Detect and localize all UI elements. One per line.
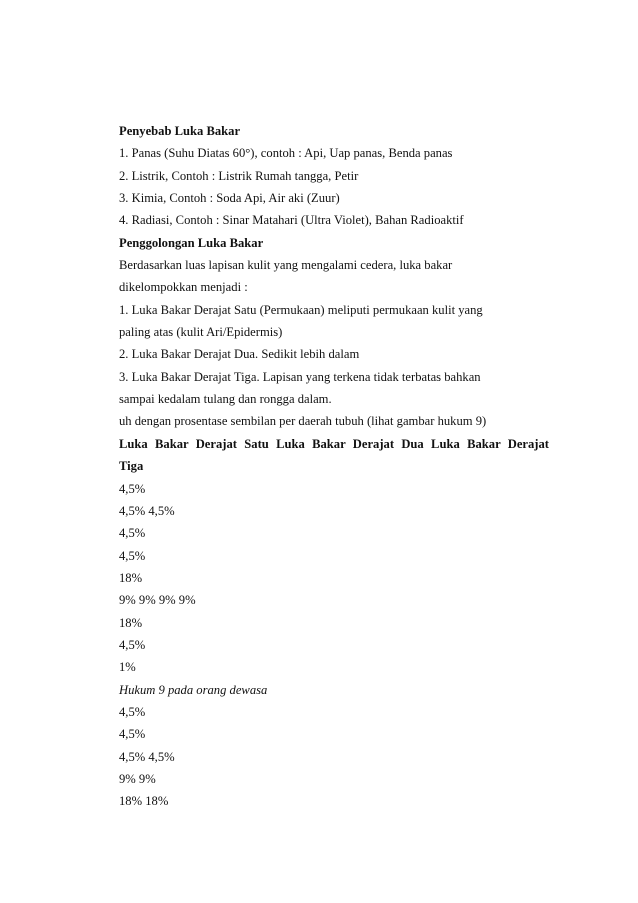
percentage-line: 18% 18% — [119, 794, 169, 809]
percentage-line: 18% — [119, 615, 143, 630]
text-line: 2. Listrik, Contoh : Listrik Rumah tangga, Petir — [119, 168, 359, 183]
percentage-line: 9% 9% 9% 9% — [119, 593, 196, 608]
text-line: 1. Luka Bakar Derajat Satu (Permukaan) meliputi permukaan kulit yang — [119, 302, 483, 317]
heading-derajat-luka-bakar-cont: Tiga — [119, 459, 144, 474]
text-line: 1. Panas (Suhu Diatas 60°), contoh : Api, Uap panas, Benda panas — [119, 146, 453, 161]
percentage-line: 4,5% 4,5% — [119, 503, 175, 518]
caption-hukum-9: Hukum 9 pada orang dewasa — [119, 682, 268, 697]
heading-derajat-luka-bakar: Luka Bakar Derajat Satu Luka Bakar Derajat Dua Luka Bakar Derajat — [119, 436, 549, 451]
percentage-line: 4,5% — [119, 526, 146, 541]
text-line: dikelompokkan menjadi : — [119, 280, 248, 295]
heading-penggolongan-luka-bakar: Penggolongan Luka Bakar — [119, 235, 264, 250]
text-line: paling atas (kulit Ari/Epidermis) — [119, 325, 283, 340]
text-line: sampai kedalam tulang dan rongga dalam. — [119, 392, 332, 407]
text-line: 2. Luka Bakar Derajat Dua. Sedikit lebih dalam — [119, 347, 360, 362]
text-line: 4. Radiasi, Contoh : Sinar Matahari (Ultra Violet), Bahan Radioaktif — [119, 213, 464, 228]
text-line: 3. Luka Bakar Derajat Tiga. Lapisan yang terkena tidak terbatas bahkan — [119, 369, 481, 384]
document-body — [119, 120, 549, 813]
percentage-line: 4,5% — [119, 704, 146, 719]
text-line: Berdasarkan luas lapisan kulit yang mengalami cedera, luka bakar — [119, 258, 453, 273]
percentage-line: 4,5% — [119, 548, 146, 563]
percentage-line: 1% — [119, 660, 136, 675]
percentage-line: 4,5% — [119, 637, 146, 652]
text-line: 3. Kimia, Contoh : Soda Api, Air aki (Zuur) — [119, 191, 340, 206]
percentage-line: 4,5% 4,5% — [119, 749, 175, 764]
text-line: uh dengan prosentase sembilan per daerah tubuh (lihat gambar hukum 9) — [119, 414, 487, 429]
percentage-line: 9% 9% — [119, 771, 156, 786]
heading-penyebab-luka-bakar: Penyebab Luka Bakar — [119, 124, 241, 138]
percentage-line: 4,5% — [119, 481, 146, 496]
percentage-line: 18% — [119, 570, 143, 585]
percentage-line: 4,5% — [119, 727, 146, 742]
